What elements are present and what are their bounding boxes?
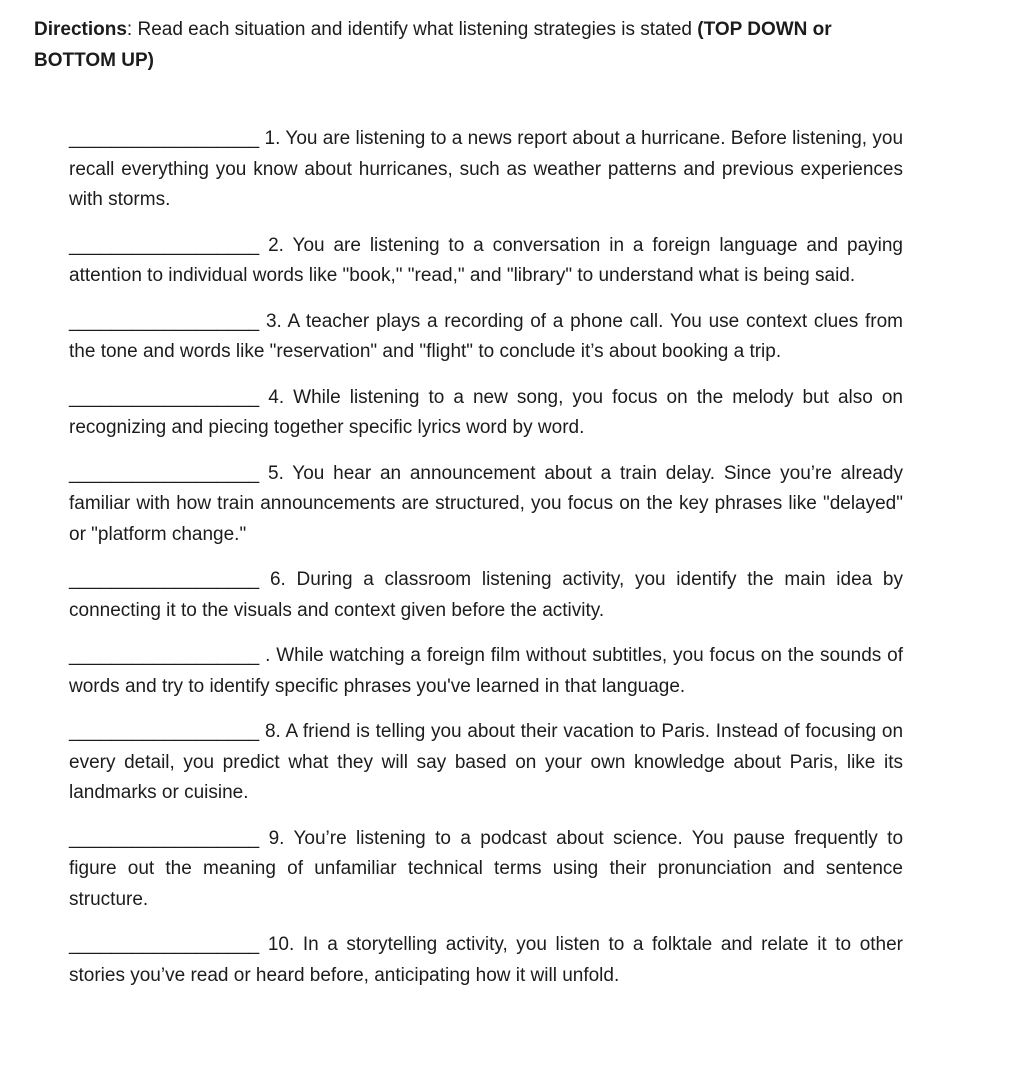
item-text-3: A teacher plays a recording of a phone call. You use context clues from the tone and words like "reservation" and "flight" to conclude it’s about booking a trip. [69, 310, 904, 362]
item-number-6: 6. [269, 569, 286, 590]
answer-blank-1[interactable]: __________________ [69, 128, 260, 149]
item-text-2: You are listening to a conversation in a foreign language and paying attention to individual words like "book," "read," and "library" to understand what is being said. [69, 234, 903, 286]
answer-blank-5[interactable]: __________________ [69, 462, 260, 484]
item-number-3: 3. [265, 310, 282, 332]
item-text-10: In a storytelling activity, you listen to a folktale and relate it to other stories you’ve read or heard before, anticipating how it will unfold. [69, 934, 904, 986]
item-text-8: A friend is telling you about their vacation to Paris. Instead of focusing on every detail, you predict what they will say based on your own knowledge about Paris, like its landmarks or cuisine. [69, 721, 904, 803]
directions-label: Directions [34, 19, 127, 40]
answer-blank-7[interactable]: __________________ [69, 645, 260, 666]
answer-blank-8[interactable]: __________________ [69, 721, 260, 742]
answer-blank-2[interactable]: __________________ [69, 234, 260, 256]
item-number-7: . [265, 645, 271, 666]
list-item-8 [69, 717, 903, 809]
item-number-9: 9. [268, 827, 285, 849]
list-item-5 [69, 459, 903, 551]
directions-body: : Read each situation and identify what listening strategies is stated [126, 19, 698, 40]
list-item-4 [69, 383, 903, 444]
answer-blank-10[interactable]: __________________ [69, 934, 260, 955]
item-text-6: During a classroom listening activity, you identify the main idea by connecting it to the visuals and context given before the activity. [69, 569, 904, 621]
list-item-10 [69, 930, 903, 991]
item-number-4: 4. [268, 386, 285, 408]
item-text-7: While watching a foreign film without subtitles, you focus on the sounds of words and try to identify specific phrases you've learned in that language. [69, 645, 904, 697]
item-text-9: You’re listening to a podcast about science. You pause frequently to figure out the meaning of unfamiliar technical terms using their pronunciation and sentence structure. [69, 827, 904, 910]
item-number-2: 2. [268, 234, 284, 256]
list-item-1 [69, 124, 903, 216]
item-number-10: 10. [267, 934, 295, 955]
item-number-8: 8. [264, 721, 281, 742]
list-item-3 [69, 307, 903, 368]
items-list [69, 124, 903, 991]
answer-blank-9[interactable]: __________________ [69, 827, 260, 849]
item-number-5: 5. [268, 462, 284, 484]
item-number-1: 1. [264, 128, 281, 149]
directions-paragraph [34, 14, 914, 76]
directions-emphasis: (TOP DOWN or BOTTOM UP) [34, 19, 832, 71]
list-item-2 [69, 231, 903, 292]
answer-blank-3[interactable]: __________________ [69, 310, 260, 332]
item-text-4: While listening to a new song, you focus on the melody but also on recognizing and piecing together specific lyrics word by word. [69, 386, 903, 438]
item-text-1: You are listening to a news report about a hurricane. Before listening, you recall everything you know about hurricanes, such as weather patterns and previous experiences with storms. [69, 128, 904, 210]
item-text-5: You hear an announcement about a train delay. Since you’re already familiar with how train announcements are structured, you focus on the key phrases like "delayed" or "platform change." [69, 462, 903, 545]
list-item-9 [69, 824, 903, 916]
answer-blank-4[interactable]: __________________ [69, 386, 260, 408]
list-item-7 [69, 641, 903, 702]
answer-blank-6[interactable]: __________________ [69, 569, 260, 590]
list-item-6 [69, 565, 903, 626]
